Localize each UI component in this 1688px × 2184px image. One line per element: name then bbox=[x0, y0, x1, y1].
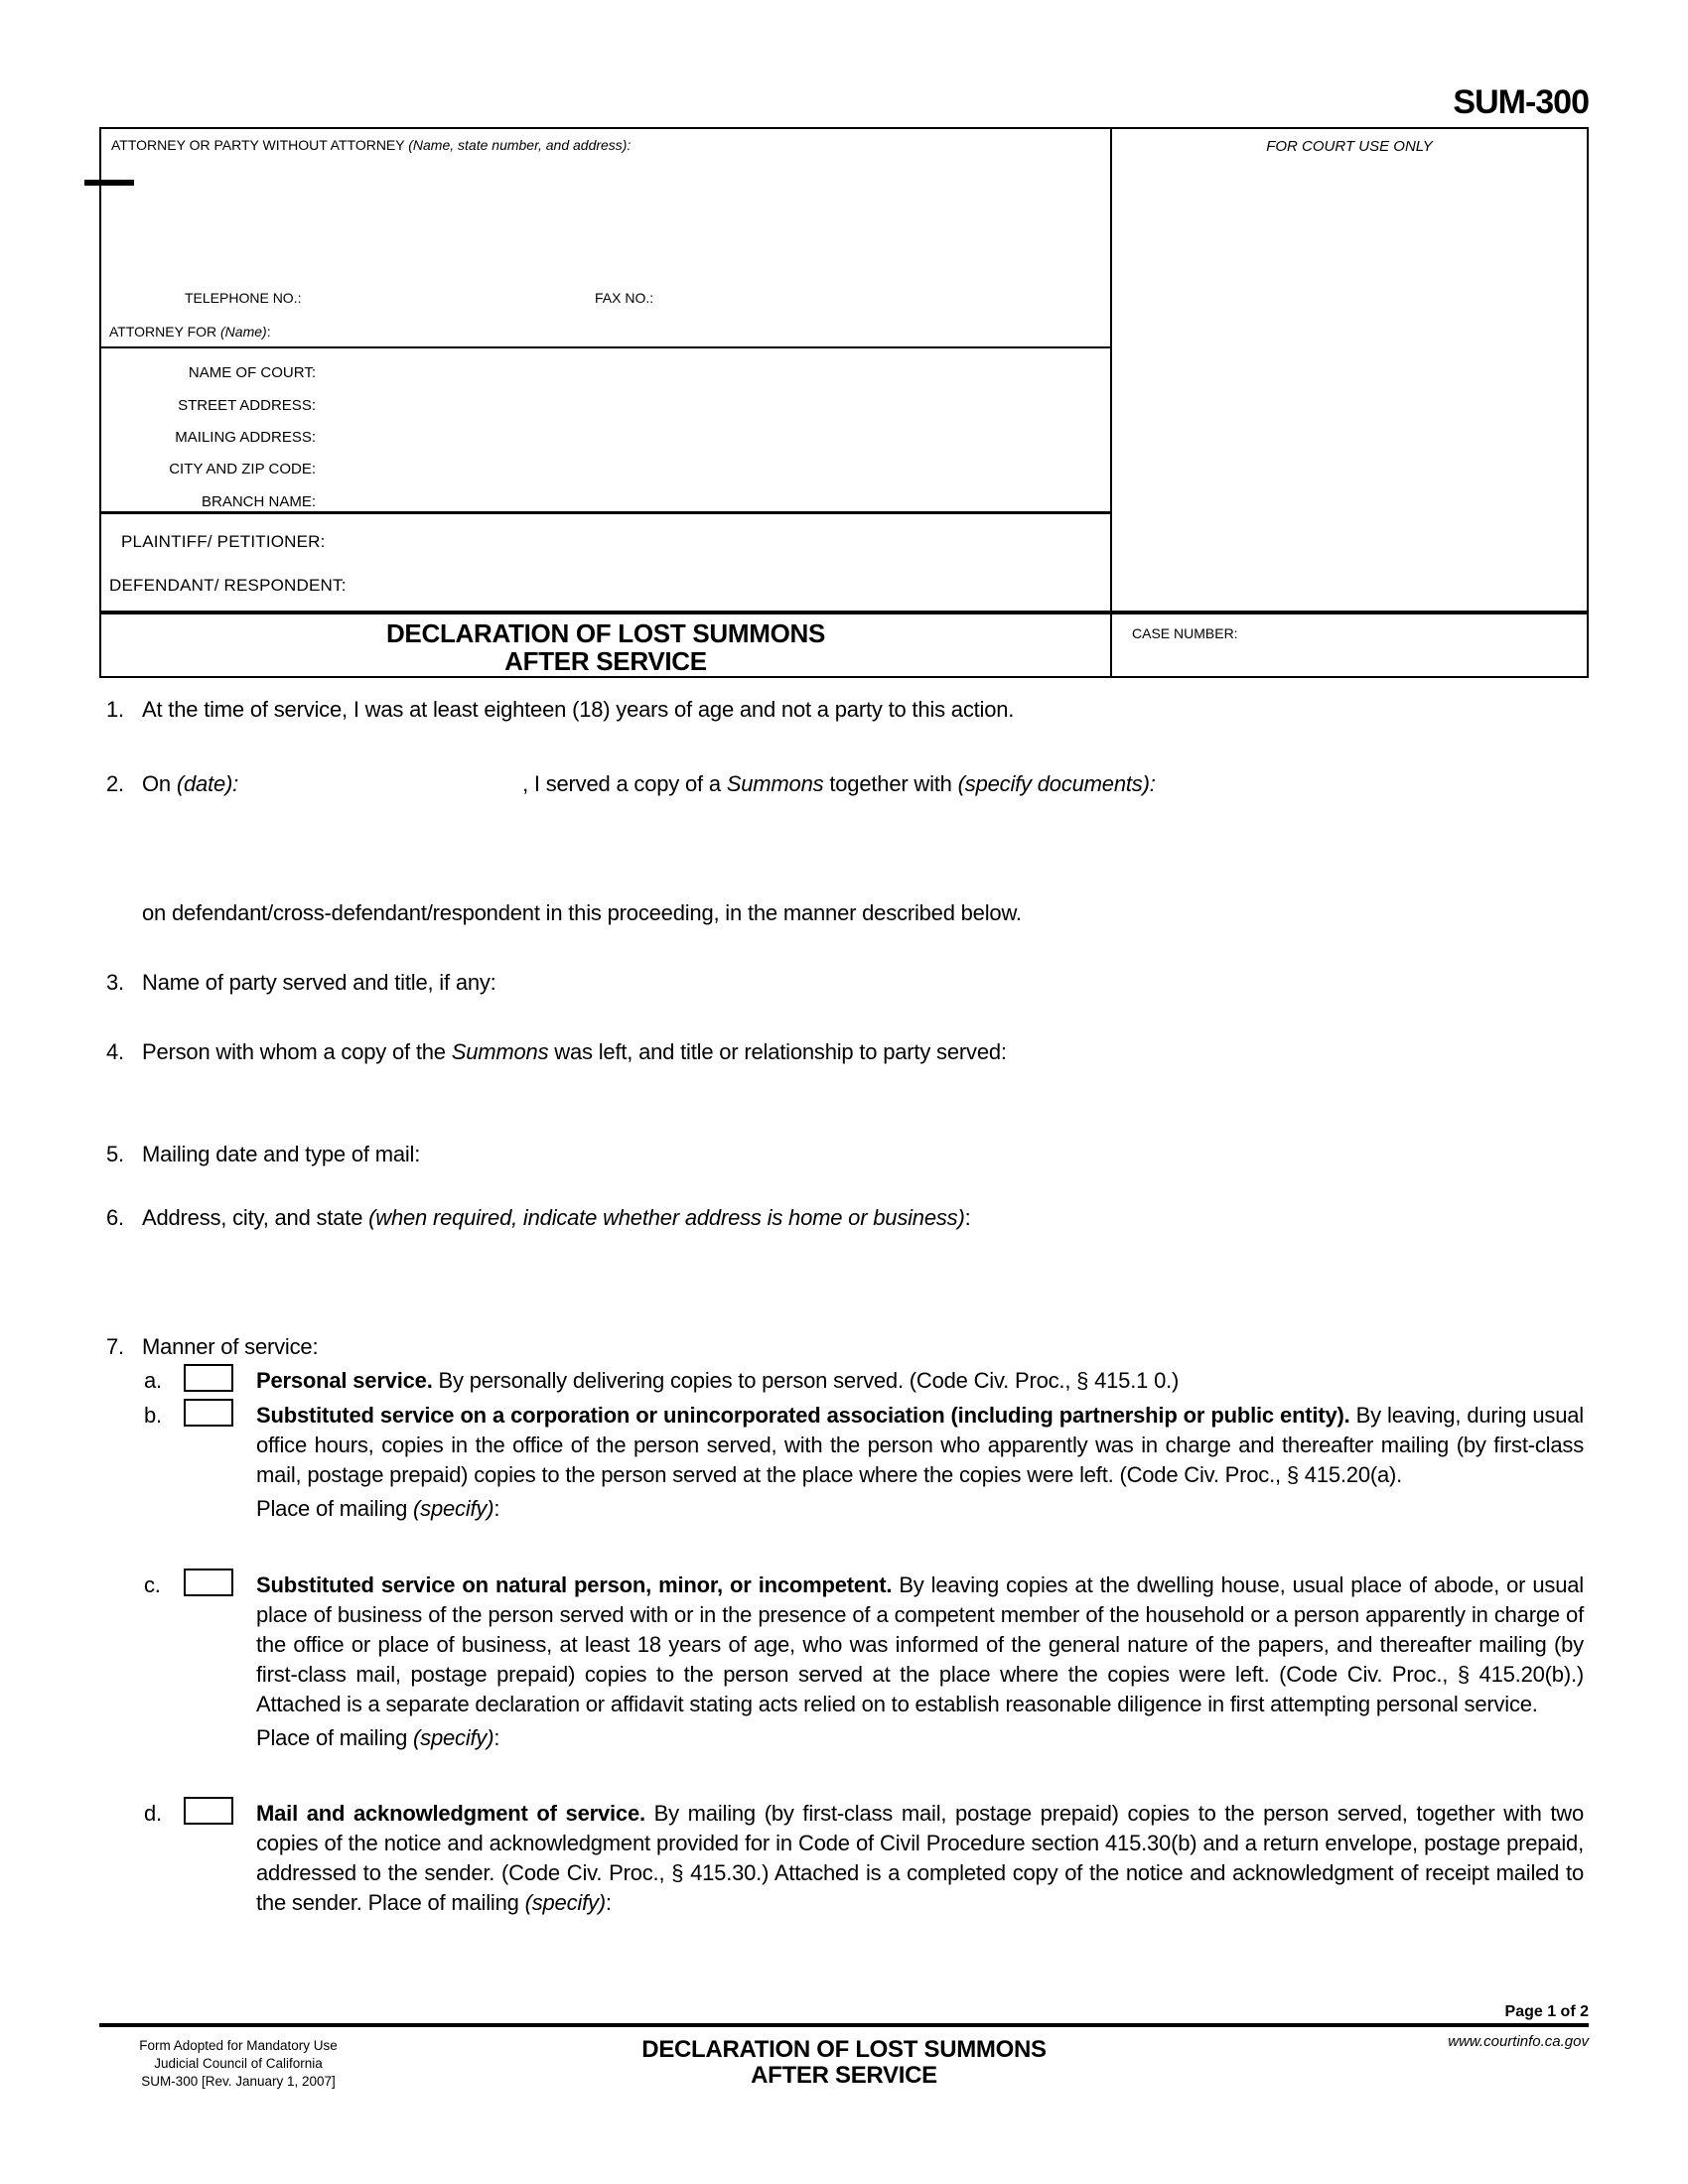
item-2-pre: On bbox=[142, 771, 177, 796]
option-a-bold: Personal service. bbox=[256, 1368, 433, 1393]
form-title bbox=[101, 619, 1110, 675]
checkbox-mail-acknowledgment[interactable] bbox=[184, 1797, 233, 1825]
option-c-text bbox=[256, 1570, 1584, 1753]
item-6-colon: : bbox=[964, 1205, 971, 1230]
form-number: SUM-300 bbox=[1453, 83, 1589, 121]
item-6-number: 6. bbox=[106, 1205, 124, 1230]
item-7-number: 7. bbox=[106, 1334, 124, 1359]
checkbox-personal-service[interactable] bbox=[184, 1364, 233, 1392]
option-b-place-paren: (specify) bbox=[413, 1496, 494, 1521]
item-2-continuation: on defendant/cross-defendant/respondent in this proceeding, in the manner described below. bbox=[142, 900, 1022, 925]
form-title-line2: AFTER SERVICE bbox=[504, 646, 707, 676]
footer-rule bbox=[99, 2023, 1589, 2027]
option-d-text bbox=[256, 1799, 1584, 1918]
option-a-letter: a. bbox=[144, 1368, 162, 1393]
footer-title-line2: AFTER SERVICE bbox=[751, 2062, 937, 2089]
mailing-address-label: MAILING ADDRESS: bbox=[175, 429, 316, 446]
option-d-paragraph bbox=[256, 1799, 1584, 1918]
option-b-text bbox=[256, 1401, 1584, 1524]
telephone-label: TELEPHONE NO.: bbox=[185, 290, 302, 306]
title-row-divider bbox=[101, 611, 1587, 614]
item-2-mid2: together with bbox=[823, 771, 958, 796]
item-5-text: Mailing date and type of mail: bbox=[142, 1142, 421, 1166]
option-c-place-line bbox=[256, 1723, 1584, 1753]
header-caption-box bbox=[99, 127, 1589, 678]
footer-adoption-line3: SUM-300 [Rev. January 1, 2007] bbox=[141, 2074, 336, 2089]
option-b-paragraph bbox=[256, 1401, 1584, 1490]
case-number-label: CASE NUMBER: bbox=[1132, 625, 1238, 641]
item-2-date-label: (date): bbox=[176, 771, 239, 796]
option-c-place-paren: (specify) bbox=[413, 1725, 494, 1750]
option-b-place: Place of mailing bbox=[256, 1496, 414, 1521]
option-b-bold: Substituted service on a corporation or unincorporated association (including partnership or public entity). bbox=[256, 1403, 1350, 1428]
option-d-place-paren: (specify) bbox=[524, 1890, 606, 1915]
option-d-body: By mailing (by first-class mail, postage prepaid) copies to the person served, together with two copies of the notice and acknowledgment provided for in Code of Civil Procedure section 415.30(b) and a return envelope, postage prepaid, addressed to the sender. (Code Civ. Proc., § 415.30.) Attached is a completed copy of the notice and acknowledgment of receipt mailed to the sender. Place of mailing bbox=[256, 1801, 1584, 1915]
item-6-text bbox=[142, 1203, 1584, 1233]
item-3-number: 3. bbox=[106, 970, 124, 995]
attorney-court-divider bbox=[101, 346, 1110, 348]
court-use-area bbox=[1112, 159, 1587, 606]
item-1-number: 1. bbox=[106, 697, 124, 722]
option-d-letter: d. bbox=[144, 1801, 162, 1826]
item-2-summons: Summons bbox=[726, 771, 824, 796]
page-indicator: Page 1 of 2 bbox=[1504, 2003, 1589, 2020]
option-b-place-line bbox=[256, 1494, 1584, 1524]
attorney-for-colon: : bbox=[266, 324, 271, 340]
option-b-place-colon: : bbox=[493, 1496, 500, 1521]
item-1-text: At the time of service, I was at least eighteen (18) years of age and not a party to this action. bbox=[142, 697, 1015, 722]
attorney-label-paren: (Name, state number, and address): bbox=[408, 137, 632, 153]
footer-adoption-line1: Form Adopted for Mandatory Use bbox=[139, 2038, 338, 2053]
footer-title-line1: DECLARATION OF LOST SUMMONS bbox=[641, 2036, 1047, 2063]
item-7-label: Manner of service: bbox=[142, 1334, 319, 1359]
case-number-area[interactable] bbox=[1132, 643, 1579, 673]
item-4-summons: Summons bbox=[451, 1039, 549, 1064]
item-2-number: 2. bbox=[106, 771, 124, 796]
item-2-text bbox=[142, 769, 1584, 799]
item-4-number: 4. bbox=[106, 1039, 124, 1064]
option-b-letter: b. bbox=[144, 1403, 162, 1428]
defendant-label: DEFENDANT/ RESPONDENT: bbox=[109, 576, 347, 595]
option-d-place-colon: : bbox=[605, 1890, 612, 1915]
item-4-pre: Person with whom a copy of the bbox=[142, 1039, 452, 1064]
option-d-bold: Mail and acknowledgment of service. bbox=[256, 1801, 645, 1826]
option-c-paragraph bbox=[256, 1570, 1584, 1719]
option-a-text bbox=[256, 1366, 1584, 1396]
item-5-number: 5. bbox=[106, 1142, 124, 1166]
street-address-label: STREET ADDRESS: bbox=[178, 397, 316, 414]
checkbox-substituted-service-entity[interactable] bbox=[184, 1399, 233, 1427]
option-c-letter: c. bbox=[144, 1572, 161, 1597]
option-a-body: By personally delivering copies to person served. (Code Civ. Proc., § 415.1 0.) bbox=[432, 1368, 1180, 1393]
attorney-for-text: ATTORNEY FOR bbox=[109, 324, 221, 340]
for-court-use-label: FOR COURT USE ONLY bbox=[1266, 138, 1433, 155]
item-4-text bbox=[142, 1037, 1584, 1067]
footer-website: www.courtinfo.ca.gov bbox=[1448, 2033, 1589, 2050]
attorney-label-text: ATTORNEY OR PARTY WITHOUT ATTORNEY bbox=[111, 137, 409, 153]
fax-label: FAX NO.: bbox=[595, 290, 654, 306]
form-title-line1: DECLARATION OF LOST SUMMONS bbox=[385, 618, 826, 648]
item-6-paren: (when required, indicate whether address is home or business) bbox=[368, 1205, 965, 1230]
option-c-place-colon: : bbox=[493, 1725, 500, 1750]
city-zip-label: CITY AND ZIP CODE: bbox=[169, 461, 316, 478]
item-4-post: was left, and title or relationship to party served: bbox=[548, 1039, 1007, 1064]
item-2-mid1: , I served a copy of a bbox=[522, 771, 727, 796]
branch-name-label: BRANCH NAME: bbox=[201, 493, 316, 510]
court-name-label: NAME OF COURT: bbox=[188, 364, 316, 381]
option-c-body: By leaving copies at the dwelling house, usual place of abode, or usual place of business of the person served with or in the presence of a competent member of the household or a person apparently in charge of the office or place of business, at least 18 years of age, who was informed of the general nature of the papers, and thereafter mailing (by first-class mail, postage prepaid) copies to the person served at the place where the copies were left. (Code Civ. Proc., § 415.20(b).) Attached is a separate declaration or affidavit stating acts relied on to establish reasonable diligence in first attempting personal service. bbox=[256, 1572, 1584, 1716]
item-3-text: Name of party served and title, if any: bbox=[142, 970, 496, 995]
item-6-pre: Address, city, and state bbox=[142, 1205, 369, 1230]
footer-adoption-line2: Judicial Council of California bbox=[154, 2056, 323, 2071]
attorney-for-paren: (Name) bbox=[220, 324, 267, 340]
option-c-place: Place of mailing bbox=[256, 1725, 414, 1750]
court-parties-divider bbox=[101, 511, 1110, 514]
item-2-specify: (specify documents): bbox=[957, 771, 1156, 796]
attorney-info-area[interactable] bbox=[111, 149, 1094, 278]
attorney-for-label bbox=[109, 324, 271, 340]
option-c-bold: Substituted service on natural person, minor, or incompetent. bbox=[256, 1572, 893, 1597]
plaintiff-label: PLAINTIFF/ PETITIONER: bbox=[121, 532, 326, 551]
option-b-body: By leaving, during usual office hours, copies in the office of the person served, with the person who apparently was in charge and thereafter mailing (by first-class mail, postage prepaid) copies to the person served at the place where the copies were left. (Code Civ. Proc., § 415.20(a). bbox=[256, 1403, 1584, 1487]
checkbox-substituted-service-person[interactable] bbox=[184, 1569, 233, 1596]
documents-entry-area[interactable] bbox=[142, 804, 1584, 888]
